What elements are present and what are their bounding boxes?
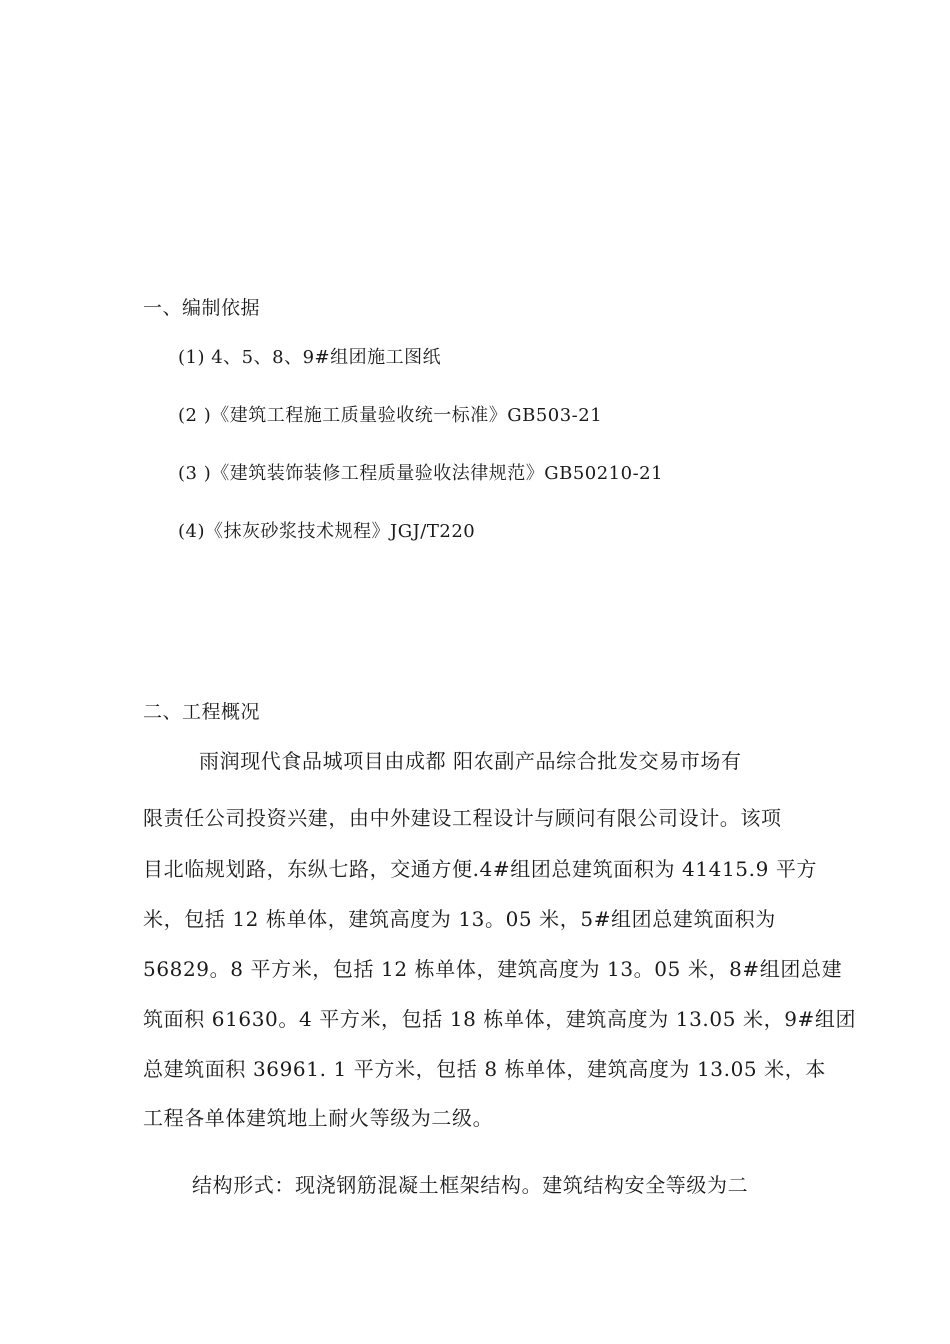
paragraph-line: 56829。8 平方米，包括 12 栋单体，建筑高度为 13。05 米，8#组团总建	[143, 957, 843, 981]
reference-item: (2 )《建筑工程施工质量验收统一标准》GB503-21	[178, 405, 603, 426]
paragraph-line: 工程各单体建筑地上耐火等级为二级。	[143, 1106, 494, 1130]
section-heading: 一、编制依据	[143, 297, 261, 319]
reference-item: (1) 4、5、8、9#组团施工图纸	[178, 347, 442, 368]
paragraph-line: 限责任公司投资兴建，由中外建设工程设计与顾问有限公司设计。该项	[143, 806, 782, 830]
paragraph-line: 雨润现代食品城项目由成都 阳农副产品综合批发交易市场有	[199, 749, 742, 773]
section-heading: 二、工程概况	[143, 701, 261, 723]
reference-item: (4)《抹灰砂浆技术规程》JGJ/T220	[178, 521, 476, 542]
paragraph-line: 结构形式：现浇钢筋混凝土框架结构。建筑结构安全等级为二	[192, 1173, 749, 1197]
reference-item: (3 )《建筑装饰装修工程质量验收法律规范》GB50210-21	[178, 463, 664, 484]
paragraph-line: 米，包括 12 栋单体，建筑高度为 13。05 米，5#组团总建筑面积为	[143, 907, 776, 931]
paragraph-line: 筑面积 61630。4 平方米，包括 18 栋单体，建筑高度为 13.05 米，9#组团	[143, 1007, 857, 1031]
paragraph-line: 总建筑面积 36961. 1 平方米，包括 8 栋单体，建筑高度为 13.05 米，本	[143, 1057, 826, 1081]
paragraph-line: 目北临规划路，东纵七路，交通方便.4#组团总建筑面积为 41415.9 平方	[143, 857, 818, 881]
